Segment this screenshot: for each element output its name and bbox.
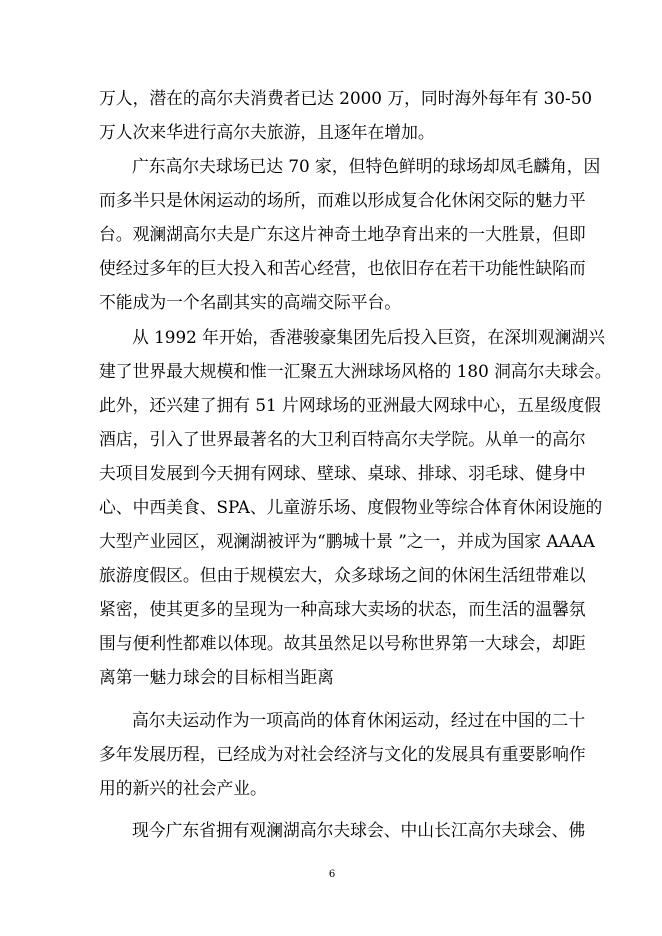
text-line: 万人次来华进行高尔夫旅游，且逐年在增加。 bbox=[99, 122, 435, 142]
text-line: 不能成为一个名副其实的高端交际平台。 bbox=[99, 292, 402, 312]
paragraph-first-line: 现今广东省拥有观澜湖高尔夫球会、中山长江高尔夫球会、佛 bbox=[132, 820, 586, 840]
text-line: 心、中西美食、SPA、儿童游乐场、度假物业等综合体育休闲设施的 bbox=[99, 497, 603, 517]
text-line: 酒店，引入了世界最著名的大卫利百特高尔夫学院。从单一的高尔 bbox=[99, 429, 586, 449]
text-line: 围与便利性都难以体现。故其虽然足以号称世界第一大球会，却距 bbox=[99, 633, 586, 653]
text-line: 万人，潜在的高尔夫消费者已达 2000 万，同时海外每年有 30-50 bbox=[99, 88, 593, 108]
page-number: 6 bbox=[328, 869, 336, 880]
text-line: 夫项目发展到今天拥有网球、壁球、桌球、排球、羽毛球、健身中 bbox=[99, 463, 586, 483]
text-line: 用的新兴的社会产业。 bbox=[99, 778, 267, 798]
text-line: 建了世界最大规模和惟一汇聚五大洲球场风格的 180 洞高尔夫球会。 bbox=[99, 361, 612, 381]
text-line: 紧密，使其更多的呈现为一种高球大卖场的状态，而生活的温馨氛 bbox=[99, 599, 586, 619]
paragraph-first-line: 高尔夫运动作为一项高尚的体育休闲运动，经过在中国的二十 bbox=[132, 710, 586, 730]
text-line: 而多半只是休闲运动的场所，而难以形成复合化休闲交际的魅力平 bbox=[99, 190, 586, 210]
text-line: 使经过多年的巨大投入和苦心经营，也依旧存在若干功能性缺陷而 bbox=[99, 258, 586, 278]
text-line: 此外，还兴建了拥有 51 片网球场的亚洲最大网球中心，五星级度假 bbox=[99, 395, 601, 415]
text-line: 台。观澜湖高尔夫是广东这片神奇土地孕育出来的一大胜景，但即 bbox=[99, 224, 586, 244]
text-line: 大型产业园区，观澜湖被评为“鹏城十景 ”之一，并成为国家 AAAA bbox=[99, 531, 595, 551]
text-line: 多年发展历程，已经成为对社会经济与文化的发展具有重要影响作 bbox=[99, 744, 586, 764]
paragraph-first-line: 从 1992 年开始，香港骏豪集团先后投入巨资，在深圳观澜湖兴 bbox=[132, 327, 605, 347]
text-line: 旅游度假区。但由于规模宏大，众多球场之间的休闲生活纽带难以 bbox=[99, 565, 586, 585]
text-line: 离第一魅力球会的目标相当距离 bbox=[99, 667, 334, 687]
paragraph-first-line: 广东高尔夫球场已达 70 家，但特色鲜明的球场却凤毛麟角，因 bbox=[132, 156, 601, 176]
